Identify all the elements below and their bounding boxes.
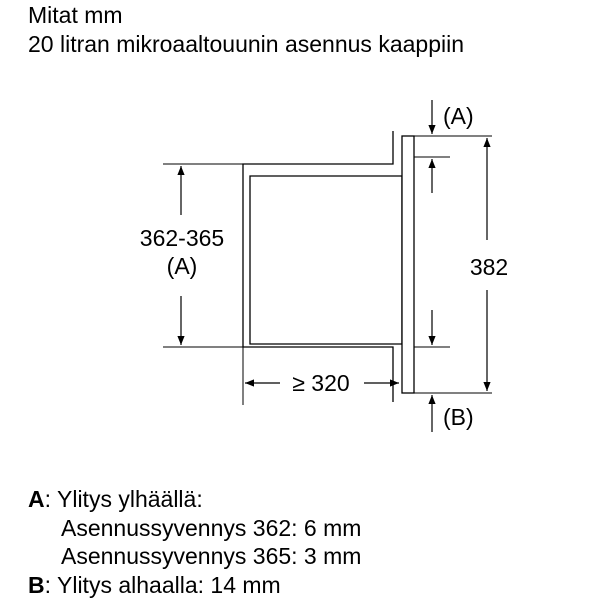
overhang-bottom-label: (B)	[443, 404, 474, 430]
cabinet-niche-outline	[243, 131, 393, 402]
microwave-body	[250, 176, 402, 344]
legend-a-title: : Ylitys ylhäällä:	[44, 486, 203, 512]
overhang-top-label: (A)	[443, 103, 474, 129]
microwave-front-panel	[402, 136, 414, 393]
depth-label: ≥ 320	[292, 370, 350, 396]
legend-a-line-2: Asennussyvennys 365: 3 mm	[61, 543, 362, 569]
diagram-title: 20 litran mikroaaltouunin asennus kaappiin	[28, 31, 465, 57]
legend	[28, 485, 361, 599]
legend-b-row	[28, 571, 361, 600]
legend-b-key: B	[28, 571, 45, 598]
legend-a-row	[28, 485, 361, 514]
legend-a-key: A	[28, 486, 45, 512]
height-range-label: 362-365	[139, 225, 225, 251]
legend-b-text: : Ylitys alhaalla: 14 mm	[44, 571, 281, 598]
units-label: Mitat mm	[28, 2, 123, 28]
legend-a-line-1: Asennussyvennys 362: 6 mm	[61, 514, 362, 541]
height-a-label: (A)	[166, 253, 198, 279]
total-height-label: 382	[469, 254, 509, 280]
